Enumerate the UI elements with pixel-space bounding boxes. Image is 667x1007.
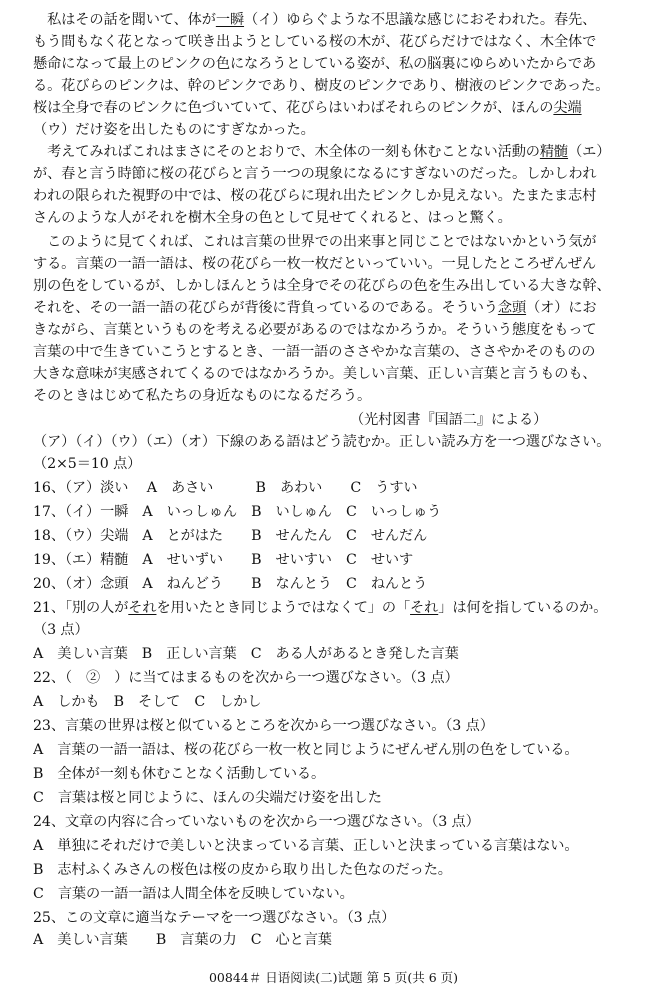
question-20: 20、（オ）念頭 A ねんどう B なんとう C ねんとう: [33, 576, 428, 592]
passage-line-4: る。花びらのピンクは、幹のピンクであり、樹皮のピンクであり、樹液のピンクであった。: [33, 78, 610, 94]
passage-line-9: われの限られた視野の中では、桜の花びらに現れ出たピンクしか見えない。たまたま志村: [33, 188, 597, 204]
passage-line-2: もう間もなく花となって咲き出ようとしている桜の木が、花びらだけではなく、木全体で: [33, 34, 597, 50]
question-21: 21、「別の人がそれを用いたとき同じようではなくて」の「それ」は何を指しているのか。: [33, 600, 608, 616]
question-23-option-b: B 全体が一刻も休むことなく活動している。: [33, 766, 326, 782]
question-23-option-a: A 言葉の一語一語は、桜の花びら一枚一枚と同じようにぜんぜん別の色をしている。: [33, 742, 579, 758]
question-23-option-c: C 言葉は桜と同じように、ほんの尖端だけ姿を出した: [33, 790, 382, 806]
passage-line-17: 大きな意味が実感されてくるのではなかろうか。美しい言葉、正しい言葉と言うものも、: [33, 366, 597, 382]
underlined-sore-1: それ: [128, 600, 157, 616]
question-24-option-c: C 言葉の一語一語は人間全体を反映していない。: [33, 886, 354, 902]
question-22-options: A しかも B そして C しかし: [33, 694, 262, 710]
passage-line-3: 懸命になって最上のピンクの色になろうとしている姿が、私の脳裏にゆらめいたからであ: [33, 56, 597, 72]
passage-line-1: 私はその話を聞いて、体が一瞬（イ）ゆらぐような不思議な感じにおそわれた。春先、: [33, 12, 597, 28]
question-25: 25、この文章に適当なテーマを一つ選びなさい。（3 点）: [33, 910, 396, 926]
underlined-word-e: 精髄: [539, 144, 569, 160]
passage-line-10: さんのような人がそれを樹木全身の色として見せてくれると、はっと驚く。: [33, 210, 512, 226]
underlined-word-u: 尖端: [553, 100, 582, 116]
passage-line-12: する。言葉の一語一語は、桜の花びら一枚一枚だといっていい。一見したところぜんぜん: [33, 256, 597, 272]
page-footer: 00844＃ 日语阅读(二)试题 第 5 页(共 6 页): [208, 970, 459, 985]
passage-line-18: そのときはじめて私たちの身近なものになるだろう。: [33, 388, 372, 404]
passage-line-8: が、春と言う時節に桜の花びらと言う一つの現象になるにすぎないのだった。しかしわれ: [33, 166, 597, 182]
question-21-points: （3 点）: [33, 622, 89, 638]
passage-line-6: （ウ）だけ姿を出したものにすぎなかった。: [33, 122, 315, 138]
question-17: 17、（イ）一瞬 A いっしゅん B いしゅん C いっしゅう: [33, 504, 442, 520]
passage-line-7: 考えてみればこれはまさにそのとおりで、木全体の一刻も休むことない活動の精髄（エ）: [33, 144, 611, 160]
passage-line-16: 言葉の中で生きていこうとするとき、一語一語のささやかな言葉の、ささやかそのものの: [33, 344, 596, 360]
passage-line-5: 桜は全身で春のピンクに色づいていて、花びらはいわばそれらのピンクが、ほんの尖端: [33, 100, 582, 116]
passage-line-15: きながら、言葉というものを考える必要があるのではなかろうか。そういう態度をもって: [33, 322, 597, 338]
question-24-option-b: B 志村ふくみさんの桜色は桜の皮から取り出した色なのだった。: [33, 862, 452, 878]
underlined-word-i: 一瞬: [215, 12, 245, 28]
passage-line-14: それを、その一語一語の花びらが背後に背負っているのである。そういう念頭（オ）にお: [33, 300, 597, 316]
question-24-option-a: A 単独にそれだけで美しいと決まっている言葉、正しいと決まっている言葉はない。: [33, 838, 579, 854]
question-intro: （ア）（イ）（ウ）（エ）（オ）下線のある語はどう読むか。正しい読み方を一つ選びなさい。: [33, 434, 611, 450]
question-18: 18、（ウ）尖端 A とがはた B せんたん C せんだん: [33, 528, 428, 544]
source-citation: （光村図書『国語二』による）: [350, 412, 548, 428]
question-intro-points: （2×5＝10 点）: [33, 456, 142, 472]
question-16: 16、（ア）淡い A あさい B あわい C うすい: [33, 480, 418, 496]
question-21-options: A 美しい言葉 B 正しい言葉 C ある人があるとき発した言葉: [33, 646, 459, 662]
question-19: 19、（エ）精髄 A せいずい B せいすい C せいす: [33, 552, 414, 568]
underlined-word-o: 念頭: [497, 300, 527, 316]
question-24: 24、文章の内容に合っていないものを次から一つ選びなさい。（3 点）: [33, 814, 480, 830]
underlined-sore-2: それ: [410, 600, 439, 616]
question-25-options: A 美しい言葉 B 言葉の力 C 心と言葉: [33, 932, 332, 948]
question-23: 23、言葉の世界は桜と似ているところを次から一つ選びなさい。（3 点）: [33, 718, 494, 734]
question-22: 22、（ ② ）に当てはまるものを次から一つ選びなさい。（3 点）: [33, 670, 459, 686]
passage-line-13: 別の色をしているが、しかしほんとうは全身でその花びらの色を生み出している大きな幹、: [33, 278, 611, 294]
passage-line-11: このように見てくれば、これは言葉の世界での出来事と同じことではないかという気が: [33, 234, 597, 250]
